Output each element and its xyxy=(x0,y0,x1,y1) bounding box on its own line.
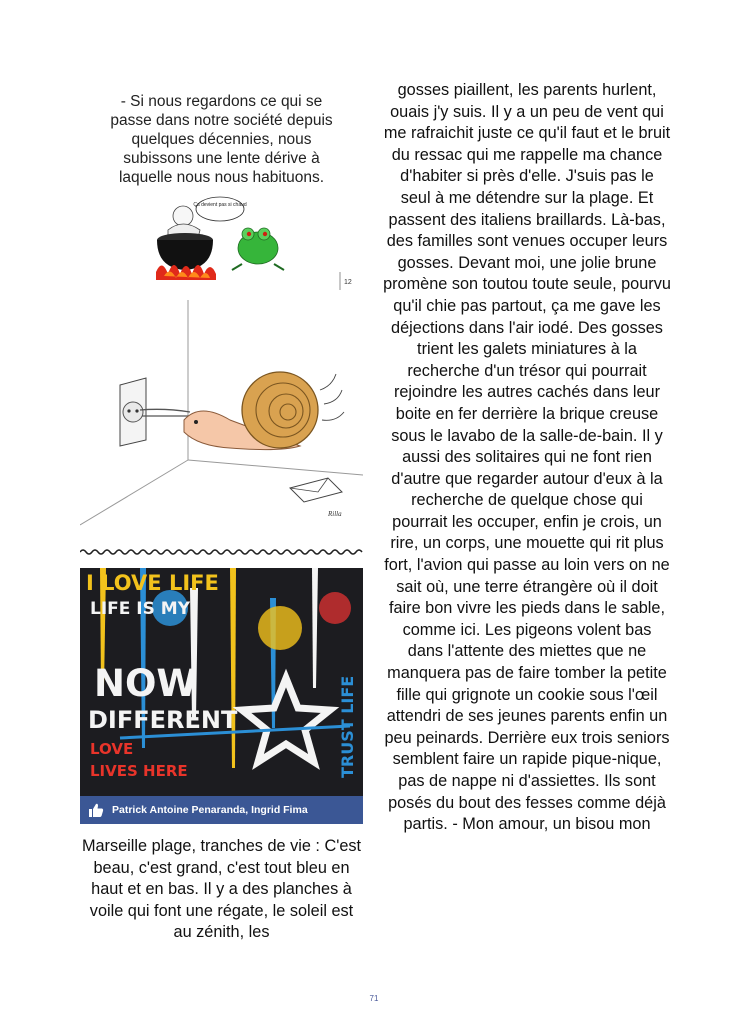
thumbs-up-icon xyxy=(88,802,104,818)
wavy-divider xyxy=(80,546,363,558)
painting-word: I LOVE LIFE xyxy=(86,571,219,595)
cartoon-caption: - Si nous regardons ce qui se passe dans notre société depuis quelques décennies, nous subissons une lente dérive à laquelle nous nous habituons. xyxy=(110,93,333,186)
left-column-text: Marseille plage, tranches de vie : C'est beau, c'est grand, c'est tout bleu en haut et en bas. Il y a des planches à voile qui font une régate, le soleil est au zénith, les xyxy=(81,837,362,941)
painting-word: NOW xyxy=(94,662,198,705)
painting-word: LOVE xyxy=(90,740,134,758)
cartoon-signature: Rilla xyxy=(328,510,342,518)
painting-artwork xyxy=(80,568,363,824)
cauldron-drawing xyxy=(80,88,363,298)
cartoon-page-label: 12 xyxy=(344,279,352,286)
painting-word: LIFE IS MY xyxy=(90,599,191,619)
page-number: 71 xyxy=(369,994,379,1003)
speech-bubble-text: Ça devient pas si chaud xyxy=(193,202,247,208)
facebook-credit-bar xyxy=(80,796,363,824)
painting-word: DIFFERENT xyxy=(88,706,238,734)
painting-credit: Patrick Antoine Penaranda, Ingrid Fima xyxy=(112,804,308,816)
graffiti-painting xyxy=(80,568,363,824)
snail-socket-cartoon xyxy=(80,270,363,530)
right-column-text: gosses piaillent, les parents hurlent, ouais j'y suis. Il y a un peu de vent qui me rafraichit juste ce qu'il faut et le bruit du ressac qui me rappelle ma chance d'habiter si près d'elle. J'suis pas le seul à me détendre sur la plage. Et passent des italiens braillards. Là-bas, des familles sont venues occuper leurs gosses. Devant moi, une jolie brune promène son toutou toute seule, pourvu qu'il chie pas partout, ça me gave les déjections dans l'air iodé. Des gosses trient les galets miniatures à la recherche d'un trésor qui pourrait rejoindre les autres cachés dans leur boite en fer derrière la brique creuse sous le lavabo de la salle-de-bain. Il y aussi des solitaires qui ne font rien d'autre que regarder autour d'eux à la recherche de quelque chose qui pourrait les occuper, enfin je crois, un rire, un corps, une mouette qui rit plus fort, l'avion qui passe au loin vers on ne sait où, une terre étrangère où il doit faire bon vivre les pieds dans le sable, comme ici. Les pigeons volent bas dans l'attente des miettes que ne manquera pas de faire tomber la petite fille qui grignote un cookie sous l'œil attendri de ses jeunes parents enfin un peu peinards. Derrière eux trois seniors semblent faire un rapide pique-nique, pas de nappe ni d'assiettes. Ils sont posés du bout des fesses comme déjà partis. - Mon amour, un bisou mon xyxy=(383,81,671,834)
painting-word: LIVES HERE xyxy=(90,762,188,780)
painting-word: TRUST LIFE xyxy=(338,675,357,778)
frog-cauldron-cartoon xyxy=(80,88,363,298)
